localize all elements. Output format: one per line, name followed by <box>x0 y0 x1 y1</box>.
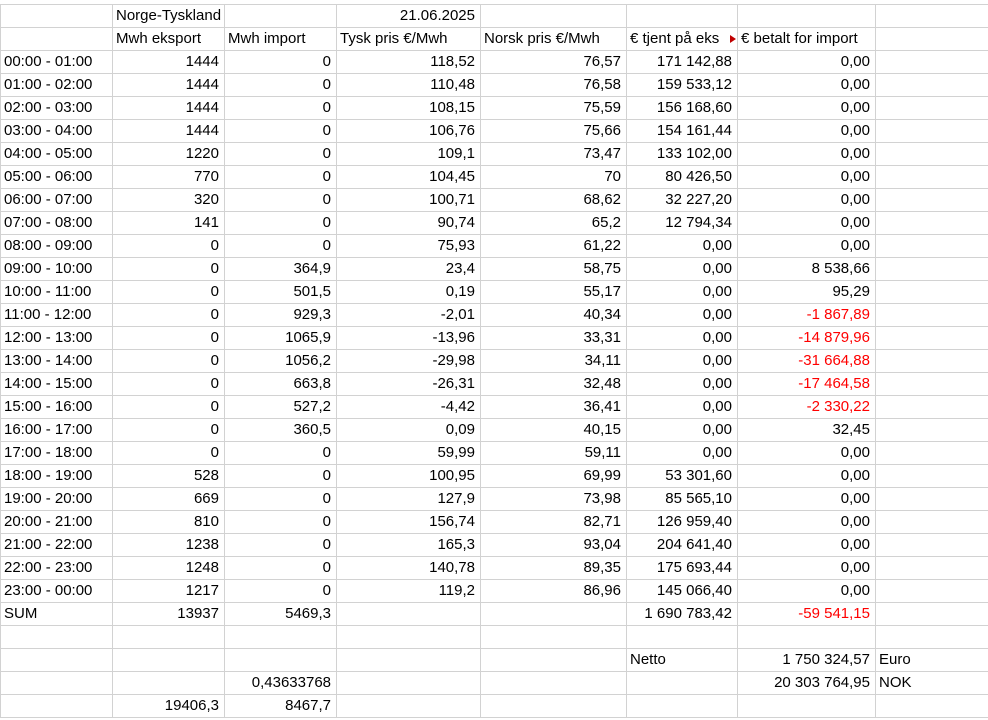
cell-time[interactable]: 00:00 - 01:00 <box>1 51 113 74</box>
col-header-betalt[interactable]: € betalt for import <box>738 28 876 51</box>
cell-tysk-pris[interactable]: 156,74 <box>337 511 481 534</box>
cell[interactable] <box>627 672 738 695</box>
cell-time[interactable]: 11:00 - 12:00 <box>1 304 113 327</box>
cell-import[interactable]: 0 <box>225 557 337 580</box>
cell-time[interactable]: 18:00 - 19:00 <box>1 465 113 488</box>
cell-eksport[interactable]: 0 <box>113 304 225 327</box>
cell-betalt[interactable]: 0,00 <box>738 557 876 580</box>
cell-eksport[interactable]: 141 <box>113 212 225 235</box>
cell-time[interactable]: 04:00 - 05:00 <box>1 143 113 166</box>
cell[interactable] <box>876 5 988 28</box>
cell-betalt[interactable]: 0,00 <box>738 235 876 258</box>
cell-betalt[interactable]: 0,00 <box>738 74 876 97</box>
empty-row <box>1 626 988 649</box>
table-row <box>1 350 988 373</box>
cell-import[interactable]: 527,2 <box>225 396 337 419</box>
cell-import[interactable]: 0 <box>225 120 337 143</box>
title-row <box>1 5 988 28</box>
cell[interactable] <box>876 442 988 465</box>
cell-tysk-pris[interactable]: 100,71 <box>337 189 481 212</box>
cell-betalt[interactable]: 95,29 <box>738 281 876 304</box>
cell-time[interactable]: 07:00 - 08:00 <box>1 212 113 235</box>
cell-tjent[interactable]: 80 426,50 <box>627 166 738 189</box>
cell[interactable] <box>876 258 988 281</box>
column-header-row <box>1 28 988 51</box>
cell[interactable] <box>876 626 988 649</box>
cell-tysk-pris[interactable]: 140,78 <box>337 557 481 580</box>
cell-eksport[interactable]: 0 <box>113 281 225 304</box>
cell-time[interactable]: 19:00 - 20:00 <box>1 488 113 511</box>
cell-betalt[interactable]: 0,00 <box>738 465 876 488</box>
cell[interactable] <box>225 626 337 649</box>
cell-betalt[interactable]: -2 330,22 <box>738 396 876 419</box>
sum-row <box>1 603 988 626</box>
cell-tysk-pris[interactable]: 23,4 <box>337 258 481 281</box>
cell-import[interactable]: 663,8 <box>225 373 337 396</box>
cell-betalt[interactable]: 0,00 <box>738 534 876 557</box>
cell-norsk-pris[interactable]: 73,47 <box>481 143 627 166</box>
cell-norsk-pris[interactable]: 36,41 <box>481 396 627 419</box>
cell[interactable] <box>113 649 225 672</box>
cell-eksport[interactable]: 0 <box>113 258 225 281</box>
cell[interactable] <box>876 419 988 442</box>
cell[interactable] <box>876 603 988 626</box>
cell[interactable] <box>876 327 988 350</box>
cell-tjent[interactable]: 156 168,60 <box>627 97 738 120</box>
cell[interactable] <box>876 580 988 603</box>
cell-tysk-pris[interactable]: 104,45 <box>337 166 481 189</box>
cell[interactable] <box>337 649 481 672</box>
table-row <box>1 465 988 488</box>
cell[interactable] <box>876 695 988 718</box>
cell[interactable] <box>876 235 988 258</box>
cell-betalt[interactable]: 8 538,66 <box>738 258 876 281</box>
cell-betalt[interactable]: 0,00 <box>738 189 876 212</box>
cell-tjent[interactable]: 154 161,44 <box>627 120 738 143</box>
cell-time[interactable]: 17:00 - 18:00 <box>1 442 113 465</box>
table-row <box>1 373 988 396</box>
cell-eksport[interactable]: 1248 <box>113 557 225 580</box>
table-row <box>1 143 988 166</box>
cell-tysk-pris[interactable]: -2,01 <box>337 304 481 327</box>
cell-time[interactable]: 06:00 - 07:00 <box>1 189 113 212</box>
cell[interactable] <box>481 626 627 649</box>
cell-time[interactable]: 21:00 - 22:00 <box>1 534 113 557</box>
cell-betalt[interactable]: 0,00 <box>738 488 876 511</box>
cell-eksport[interactable]: 0 <box>113 419 225 442</box>
table-row <box>1 235 988 258</box>
cell-betalt[interactable]: 0,00 <box>738 166 876 189</box>
table-row <box>1 97 988 120</box>
cell-eksport[interactable]: 1444 <box>113 120 225 143</box>
table-row <box>1 396 988 419</box>
data-grid <box>0 4 988 718</box>
cell-betalt[interactable]: 0,00 <box>738 212 876 235</box>
cell[interactable] <box>113 672 225 695</box>
cell-norsk-pris[interactable]: 76,58 <box>481 74 627 97</box>
cell-norsk-pris[interactable]: 68,62 <box>481 189 627 212</box>
cell-import[interactable]: 0 <box>225 442 337 465</box>
cell-import[interactable]: 0 <box>225 465 337 488</box>
cell-betalt[interactable]: -31 664,88 <box>738 350 876 373</box>
cell-tysk-pris[interactable]: 165,3 <box>337 534 481 557</box>
cell-betalt[interactable]: -1 867,89 <box>738 304 876 327</box>
cell-import[interactable]: 0 <box>225 534 337 557</box>
cell-tjent[interactable]: 126 959,40 <box>627 511 738 534</box>
cell-norsk-pris[interactable]: 40,15 <box>481 419 627 442</box>
col-header-eksport[interactable]: Mwh eksport <box>113 28 225 51</box>
cell-tysk-pris[interactable]: 127,9 <box>337 488 481 511</box>
table-row <box>1 304 988 327</box>
cell-tjent[interactable]: 32 227,20 <box>627 189 738 212</box>
sheet-title[interactable]: Norge-Tyskland <box>113 5 225 28</box>
cell-tysk-pris[interactable]: 75,93 <box>337 235 481 258</box>
total-import[interactable]: 8467,7 <box>225 695 337 718</box>
cell-betalt[interactable]: 0,00 <box>738 120 876 143</box>
cell-tysk-pris[interactable]: 100,95 <box>337 465 481 488</box>
ratio-value[interactable]: 0,43633768 <box>225 672 337 695</box>
cell[interactable] <box>1 672 113 695</box>
cell-norsk-pris[interactable]: 73,98 <box>481 488 627 511</box>
cell[interactable] <box>627 695 738 718</box>
cell[interactable] <box>1 28 113 51</box>
nok-unit[interactable]: NOK <box>876 672 988 695</box>
cell-betalt[interactable]: 0,00 <box>738 51 876 74</box>
cell-norsk-pris[interactable]: 34,11 <box>481 350 627 373</box>
cell-eksport[interactable]: 770 <box>113 166 225 189</box>
cell[interactable] <box>876 465 988 488</box>
cell-eksport[interactable]: 0 <box>113 373 225 396</box>
cell-tysk-pris[interactable]: 0,19 <box>337 281 481 304</box>
cell-norsk-pris[interactable]: 86,96 <box>481 580 627 603</box>
cell-tjent[interactable]: 0,00 <box>627 304 738 327</box>
cell[interactable] <box>627 626 738 649</box>
cell-import[interactable]: 0 <box>225 235 337 258</box>
cell-tysk-pris[interactable]: 119,2 <box>337 580 481 603</box>
cell-time[interactable]: 14:00 - 15:00 <box>1 373 113 396</box>
cell-import[interactable]: 1056,2 <box>225 350 337 373</box>
cell-time[interactable]: 03:00 - 04:00 <box>1 120 113 143</box>
cell[interactable] <box>481 695 627 718</box>
cell-time[interactable]: 20:00 - 21:00 <box>1 511 113 534</box>
cell-tjent[interactable]: 0,00 <box>627 235 738 258</box>
cell[interactable] <box>337 695 481 718</box>
table-row <box>1 511 988 534</box>
cell-eksport[interactable]: 528 <box>113 465 225 488</box>
cell-eksport[interactable]: 669 <box>113 488 225 511</box>
cell-eksport[interactable]: 0 <box>113 442 225 465</box>
sum-import[interactable]: 5469,3 <box>225 603 337 626</box>
cell-time[interactable]: 16:00 - 17:00 <box>1 419 113 442</box>
cell-eksport[interactable]: 0 <box>113 327 225 350</box>
cell-import[interactable]: 0 <box>225 212 337 235</box>
cell-import[interactable]: 0 <box>225 488 337 511</box>
cell[interactable] <box>876 350 988 373</box>
cell[interactable] <box>876 488 988 511</box>
cell[interactable] <box>876 534 988 557</box>
cell[interactable] <box>876 396 988 419</box>
cell-time[interactable]: 09:00 - 10:00 <box>1 258 113 281</box>
cell-tjent[interactable]: 0,00 <box>627 281 738 304</box>
cell-norsk-pris[interactable]: 40,34 <box>481 304 627 327</box>
table-row <box>1 327 988 350</box>
cell[interactable] <box>627 5 738 28</box>
sum-label[interactable]: SUM <box>1 603 113 626</box>
cell-betalt[interactable]: -17 464,58 <box>738 373 876 396</box>
table-row <box>1 51 988 74</box>
cell-tjent[interactable]: 0,00 <box>627 373 738 396</box>
cell[interactable] <box>876 212 988 235</box>
cell-norsk-pris[interactable]: 69,99 <box>481 465 627 488</box>
cell[interactable] <box>876 28 988 51</box>
cell-eksport[interactable]: 1444 <box>113 51 225 74</box>
cell-tysk-pris[interactable]: 59,99 <box>337 442 481 465</box>
cell-tjent[interactable]: 12 794,34 <box>627 212 738 235</box>
cell-betalt[interactable]: 0,00 <box>738 580 876 603</box>
cell-import[interactable]: 0 <box>225 97 337 120</box>
cell-tjent[interactable]: 133 102,00 <box>627 143 738 166</box>
cell-time[interactable]: 22:00 - 23:00 <box>1 557 113 580</box>
cell[interactable] <box>876 557 988 580</box>
cell-import[interactable]: 0 <box>225 189 337 212</box>
col-header-tysk-pris[interactable]: Tysk pris €/Mwh <box>337 28 481 51</box>
sum-betalt[interactable]: -59 541,15 <box>738 603 876 626</box>
table-row <box>1 442 988 465</box>
cell[interactable] <box>225 5 337 28</box>
cell[interactable] <box>337 626 481 649</box>
table-row <box>1 258 988 281</box>
total-eksport[interactable]: 19406,3 <box>113 695 225 718</box>
cell-eksport[interactable]: 1444 <box>113 74 225 97</box>
cell-norsk-pris[interactable]: 93,04 <box>481 534 627 557</box>
table-row <box>1 580 988 603</box>
cell-tjent[interactable]: 159 533,12 <box>627 74 738 97</box>
summary-rows <box>1 603 988 718</box>
cell[interactable] <box>876 189 988 212</box>
cell[interactable] <box>113 626 225 649</box>
cell-time[interactable]: 23:00 - 00:00 <box>1 580 113 603</box>
cell-import[interactable]: 0 <box>225 51 337 74</box>
cell-norsk-pris[interactable]: 70 <box>481 166 627 189</box>
cell[interactable] <box>876 373 988 396</box>
cell[interactable] <box>481 649 627 672</box>
cell-betalt[interactable]: 0,00 <box>738 511 876 534</box>
cell-import[interactable]: 360,5 <box>225 419 337 442</box>
cell-tjent[interactable]: 204 641,40 <box>627 534 738 557</box>
cell-norsk-pris[interactable]: 33,31 <box>481 327 627 350</box>
cell[interactable] <box>876 97 988 120</box>
cell[interactable] <box>481 5 627 28</box>
cell-tysk-pris[interactable]: 106,76 <box>337 120 481 143</box>
cell[interactable] <box>481 603 627 626</box>
cell-tysk-pris[interactable]: 118,52 <box>337 51 481 74</box>
cell[interactable] <box>337 672 481 695</box>
cell-time[interactable]: 15:00 - 16:00 <box>1 396 113 419</box>
cell-import[interactable]: 501,5 <box>225 281 337 304</box>
cell[interactable] <box>876 120 988 143</box>
cell-time[interactable]: 08:00 - 09:00 <box>1 235 113 258</box>
cell-eksport[interactable]: 810 <box>113 511 225 534</box>
cell-tysk-pris[interactable]: 109,1 <box>337 143 481 166</box>
table-row <box>1 74 988 97</box>
cell-norsk-pris[interactable]: 59,11 <box>481 442 627 465</box>
cell-import[interactable]: 0 <box>225 580 337 603</box>
cell-import[interactable]: 0 <box>225 74 337 97</box>
cell[interactable] <box>876 166 988 189</box>
cell-time[interactable]: 12:00 - 13:00 <box>1 327 113 350</box>
totals-row <box>1 695 988 718</box>
cell-norsk-pris[interactable]: 89,35 <box>481 557 627 580</box>
cell-import[interactable]: 0 <box>225 511 337 534</box>
cell-eksport[interactable]: 0 <box>113 350 225 373</box>
cell-import[interactable]: 929,3 <box>225 304 337 327</box>
netto-eur-value[interactable]: 1 750 324,57 <box>738 649 876 672</box>
cell-tjent[interactable]: 0,00 <box>627 327 738 350</box>
col-header-tjent[interactable] <box>627 28 738 51</box>
cell-eksport[interactable]: 1444 <box>113 97 225 120</box>
text-overflow-arrow-icon <box>730 35 736 43</box>
cell-eksport[interactable]: 0 <box>113 235 225 258</box>
cell-tysk-pris[interactable]: 110,48 <box>337 74 481 97</box>
table-row <box>1 534 988 557</box>
cell-tysk-pris[interactable]: -26,31 <box>337 373 481 396</box>
cell[interactable] <box>337 603 481 626</box>
table-row <box>1 120 988 143</box>
cell-tjent[interactable]: 175 693,44 <box>627 557 738 580</box>
cell[interactable] <box>738 695 876 718</box>
cell-betalt[interactable]: 32,45 <box>738 419 876 442</box>
table-row <box>1 189 988 212</box>
netto-row <box>1 649 988 672</box>
col-header-tjent-label: € tjent på eks <box>630 30 720 47</box>
cell-norsk-pris[interactable]: 61,22 <box>481 235 627 258</box>
cell[interactable] <box>876 74 988 97</box>
table-row <box>1 557 988 580</box>
table-row <box>1 212 988 235</box>
eur-unit[interactable]: Euro <box>876 649 988 672</box>
cell[interactable] <box>1 5 113 28</box>
table-row <box>1 488 988 511</box>
cell-time[interactable]: 05:00 - 06:00 <box>1 166 113 189</box>
cell[interactable] <box>738 626 876 649</box>
cell-tysk-pris[interactable]: -29,98 <box>337 350 481 373</box>
cell-norsk-pris[interactable]: 55,17 <box>481 281 627 304</box>
table-row <box>1 166 988 189</box>
cell[interactable] <box>1 649 113 672</box>
cell[interactable] <box>1 695 113 718</box>
cell[interactable] <box>225 649 337 672</box>
cell-betalt[interactable]: 0,00 <box>738 97 876 120</box>
cell-tysk-pris[interactable]: -4,42 <box>337 396 481 419</box>
cell-tjent[interactable]: 0,00 <box>627 442 738 465</box>
cell[interactable] <box>876 143 988 166</box>
cell[interactable] <box>876 304 988 327</box>
cell-import[interactable]: 0 <box>225 143 337 166</box>
cell-norsk-pris[interactable]: 75,66 <box>481 120 627 143</box>
cell-tjent[interactable]: 85 565,10 <box>627 488 738 511</box>
cell-time[interactable]: 10:00 - 11:00 <box>1 281 113 304</box>
cell-tjent[interactable]: 53 301,60 <box>627 465 738 488</box>
netto-nok-value[interactable]: 20 303 764,95 <box>738 672 876 695</box>
cell-tjent[interactable]: 145 066,40 <box>627 580 738 603</box>
sheet-date[interactable]: 21.06.2025 <box>337 5 481 28</box>
cell-tjent[interactable]: 0,00 <box>627 258 738 281</box>
nok-row <box>1 672 988 695</box>
cell-import[interactable]: 1065,9 <box>225 327 337 350</box>
cell[interactable] <box>1 626 113 649</box>
cell-time[interactable]: 01:00 - 02:00 <box>1 74 113 97</box>
cell-tjent[interactable]: 171 142,88 <box>627 51 738 74</box>
cell-tysk-pris[interactable]: 0,09 <box>337 419 481 442</box>
cell-import[interactable]: 364,9 <box>225 258 337 281</box>
cell[interactable] <box>481 672 627 695</box>
cell-tysk-pris[interactable]: -13,96 <box>337 327 481 350</box>
cell-tysk-pris[interactable]: 108,15 <box>337 97 481 120</box>
cell-eksport[interactable]: 1238 <box>113 534 225 557</box>
cell-time[interactable]: 13:00 - 14:00 <box>1 350 113 373</box>
cell-norsk-pris[interactable]: 76,57 <box>481 51 627 74</box>
cell-norsk-pris[interactable]: 65,2 <box>481 212 627 235</box>
cell-tjent[interactable]: 0,00 <box>627 419 738 442</box>
cell-time[interactable]: 02:00 - 03:00 <box>1 97 113 120</box>
cell-eksport[interactable]: 320 <box>113 189 225 212</box>
cell-tjent[interactable]: 0,00 <box>627 396 738 419</box>
cell[interactable] <box>876 511 988 534</box>
cell-eksport[interactable]: 1220 <box>113 143 225 166</box>
cell-norsk-pris[interactable]: 82,71 <box>481 511 627 534</box>
cell-tjent[interactable]: 0,00 <box>627 350 738 373</box>
cell-eksport[interactable]: 0 <box>113 396 225 419</box>
cell[interactable] <box>876 51 988 74</box>
header-rows <box>1 5 988 51</box>
cell-norsk-pris[interactable]: 32,48 <box>481 373 627 396</box>
netto-label[interactable]: Netto <box>627 649 738 672</box>
cell-betalt[interactable]: 0,00 <box>738 442 876 465</box>
cell-import[interactable]: 0 <box>225 166 337 189</box>
cell-norsk-pris[interactable]: 75,59 <box>481 97 627 120</box>
cell-eksport[interactable]: 1217 <box>113 580 225 603</box>
table-row <box>1 281 988 304</box>
cell-betalt[interactable]: 0,00 <box>738 143 876 166</box>
hour-rows <box>1 51 988 603</box>
cell[interactable] <box>738 5 876 28</box>
sum-eksport[interactable]: 13937 <box>113 603 225 626</box>
cell-betalt[interactable]: -14 879,96 <box>738 327 876 350</box>
col-header-norsk-pris[interactable]: Norsk pris €/Mwh <box>481 28 627 51</box>
cell[interactable] <box>876 281 988 304</box>
cell-tysk-pris[interactable]: 90,74 <box>337 212 481 235</box>
col-header-import[interactable]: Mwh import <box>225 28 337 51</box>
sum-tjent[interactable]: 1 690 783,42 <box>627 603 738 626</box>
cell-norsk-pris[interactable]: 58,75 <box>481 258 627 281</box>
table-row <box>1 419 988 442</box>
